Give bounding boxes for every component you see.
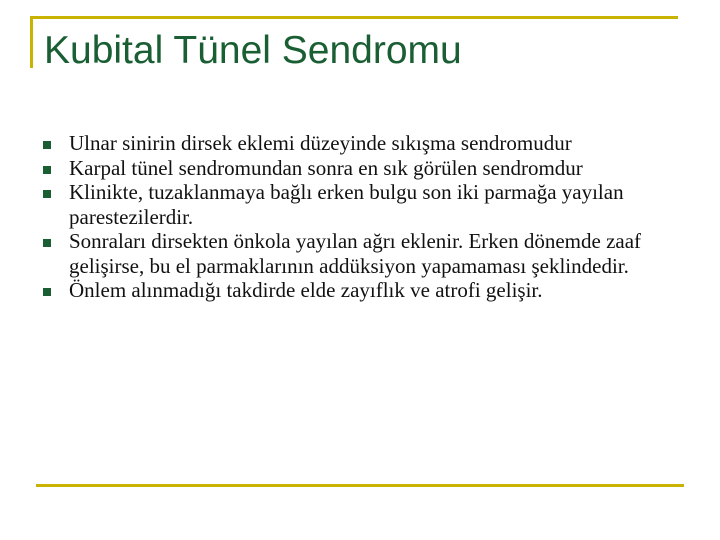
square-bullet-icon — [43, 239, 51, 247]
square-bullet-icon — [43, 288, 51, 296]
bullet-item — [40, 156, 690, 181]
bullet-text: Klinikte, tuzaklanmaya bağlı erken bulgu son iki parmağa yayılan parestezilerdir. — [69, 180, 624, 229]
top-border-line — [30, 16, 678, 19]
slide-title: Kubital Tünel Sendromu — [44, 29, 462, 72]
square-bullet-icon — [43, 141, 51, 149]
bullet-text: Ulnar sinirin dirsek eklemi düzeyinde sıkışma sendromudur — [69, 131, 572, 155]
square-bullet-icon — [43, 166, 51, 174]
square-bullet-icon — [43, 190, 51, 198]
left-border-line — [30, 16, 33, 68]
bullet-item — [40, 180, 690, 229]
bottom-border-line — [36, 484, 684, 487]
bullet-text: Önlem alınmadığı takdirde elde zayıflık ve atrofi gelişir. — [69, 278, 543, 302]
bullet-item — [40, 278, 690, 303]
bullet-list — [40, 131, 690, 303]
bullet-item — [40, 131, 690, 156]
bullet-item — [40, 229, 690, 278]
bullet-text: Karpal tünel sendromundan sonra en sık görülen sendromdur — [69, 155, 583, 180]
bullet-text: Sonraları dirsekten önkola yayılan ağrı eklenir. Erken dönemde zaaf gelişirse, bu el parmaklarının addüksiyon yapamaması şeklindedir. — [69, 229, 642, 278]
